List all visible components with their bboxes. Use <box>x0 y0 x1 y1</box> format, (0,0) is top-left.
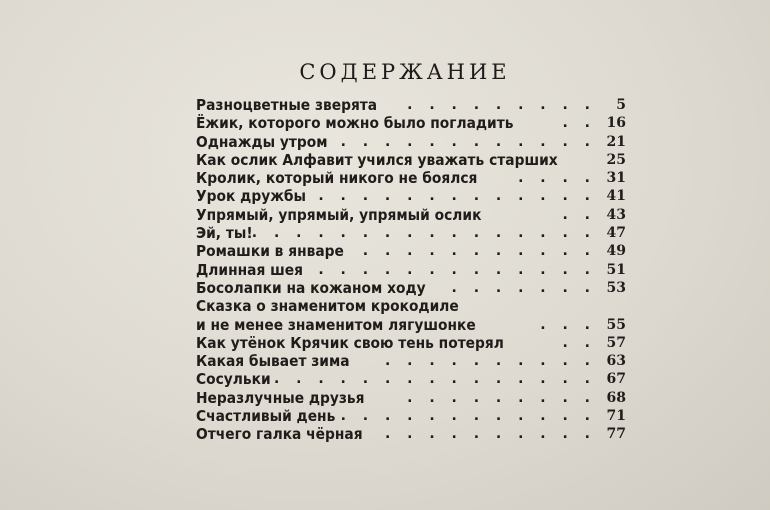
toc-entry-page-number: 77 <box>606 426 626 443</box>
toc-entry-title: Какая бывает зима <box>196 352 350 371</box>
toc-entry-page-number: 68 <box>606 389 626 406</box>
toc-entry-leader: . . <box>562 334 596 351</box>
toc-entry-page-number: 41 <box>606 188 626 205</box>
toc-entry-leader: . . . . . . . . . . . . <box>340 133 596 150</box>
toc-entry-leader: . . . . . . . . . . . . . <box>318 261 596 278</box>
toc-entry-title: Однажды утром <box>196 132 328 151</box>
toc-entry-page-number: 63 <box>606 353 626 370</box>
toc-entry-title: Как ослик Алфавит учился уважать старших <box>196 150 558 169</box>
toc-entry-leader: . . <box>562 115 596 132</box>
toc-entry-title: Длинная шея <box>196 260 303 279</box>
toc-entry-title: и не менее знаменитом лягушонке <box>196 315 476 334</box>
toc-entry-leader: . . . . . . . <box>451 279 596 296</box>
toc-entry <box>196 133 626 151</box>
table-of-contents <box>196 96 626 444</box>
toc-entry <box>196 352 626 370</box>
toc-entry-page-number: 55 <box>606 316 626 333</box>
toc-entry-page-number: 53 <box>606 279 626 296</box>
toc-entry-page-number: 67 <box>606 371 626 388</box>
toc-entry-page-number: 47 <box>606 225 626 242</box>
toc-entry-page-number: 71 <box>606 408 626 425</box>
toc-entry <box>196 297 626 315</box>
toc-entry-leader: . . . . . . . . . . . . <box>340 408 596 425</box>
toc-entry-title: Ромашки в январе <box>196 242 344 261</box>
toc-entry-page-number: 25 <box>606 151 626 168</box>
toc-entry-page-number: 57 <box>606 334 626 351</box>
toc-entry-page-number: 31 <box>606 170 626 187</box>
toc-entry-title: Разноцветные зверята <box>196 96 378 114</box>
toc-entry-leader: . . . . . . . . . <box>407 97 596 113</box>
toc-entry-title: Сказка о знаменитом крокодиле <box>196 297 459 316</box>
toc-entry <box>196 316 626 334</box>
toc-entry <box>196 114 626 132</box>
toc-entry-title: Неразлучные друзья <box>196 388 365 407</box>
toc-entry <box>196 261 626 279</box>
toc-entry-page-number: 5 <box>616 97 626 113</box>
toc-entry <box>196 169 626 187</box>
toc-entry-page-number: 49 <box>606 243 626 260</box>
toc-entry-title: Эй, ты! <box>196 224 253 243</box>
toc-entry <box>196 242 626 260</box>
toc-entry-title: Отчего галка чёрная <box>196 425 363 444</box>
toc-entry <box>196 224 626 242</box>
toc-entry-title: Урок дружбы <box>196 187 307 206</box>
toc-entry-leader: . . . . <box>518 170 596 187</box>
toc-entry-leader: . . . . . . . . . . <box>384 426 596 443</box>
toc-entry-leader: . . . . . . . . . . . <box>362 243 596 260</box>
toc-entry <box>196 370 626 388</box>
toc-entry <box>196 334 626 352</box>
toc-entry-page-number: 16 <box>606 115 626 132</box>
toc-entry-title: Босолапки на кожаном ходу <box>196 278 426 297</box>
toc-entry-leader: . . . . . . . . . . . . . . . . <box>251 225 596 242</box>
toc-entry <box>196 96 626 114</box>
toc-entry <box>196 389 626 407</box>
toc-entry-leader: . . . . . . . . . . <box>384 353 596 370</box>
toc-entry <box>196 425 626 443</box>
toc-entry-title: Ёжик, которого можно было погладить <box>196 114 514 133</box>
toc-entry-title: Упрямый, упрямый, упрямый ослик <box>196 205 482 224</box>
toc-entry <box>196 187 626 205</box>
toc-entry <box>196 206 626 224</box>
toc-entry-leader: . . . . . . . . . . . . . <box>318 188 596 205</box>
toc-entry <box>196 407 626 425</box>
toc-entry-page-number: 21 <box>606 133 626 150</box>
toc-entry <box>196 279 626 297</box>
toc-entry <box>196 151 626 169</box>
toc-entry-title: Сосульки <box>196 370 271 389</box>
toc-entry-title: Как утёнок Крячик свою тень потерял <box>196 333 504 352</box>
toc-entry-leader: . . . <box>540 316 596 333</box>
toc-entry-leader: . . <box>562 206 596 223</box>
page-title: СОДЕРЖАНИЕ <box>299 60 511 84</box>
toc-entry-title: Кролик, который никого не боялся <box>196 169 478 188</box>
toc-entry-title: Счастливый день <box>196 407 336 426</box>
toc-entry-leader: . . . . . . . . . . . . . . . <box>273 371 596 388</box>
toc-entry-page-number: 51 <box>606 261 626 278</box>
toc-entry-page-number: 43 <box>606 206 626 223</box>
toc-entry-leader: . . . . . . . . . <box>407 389 596 406</box>
